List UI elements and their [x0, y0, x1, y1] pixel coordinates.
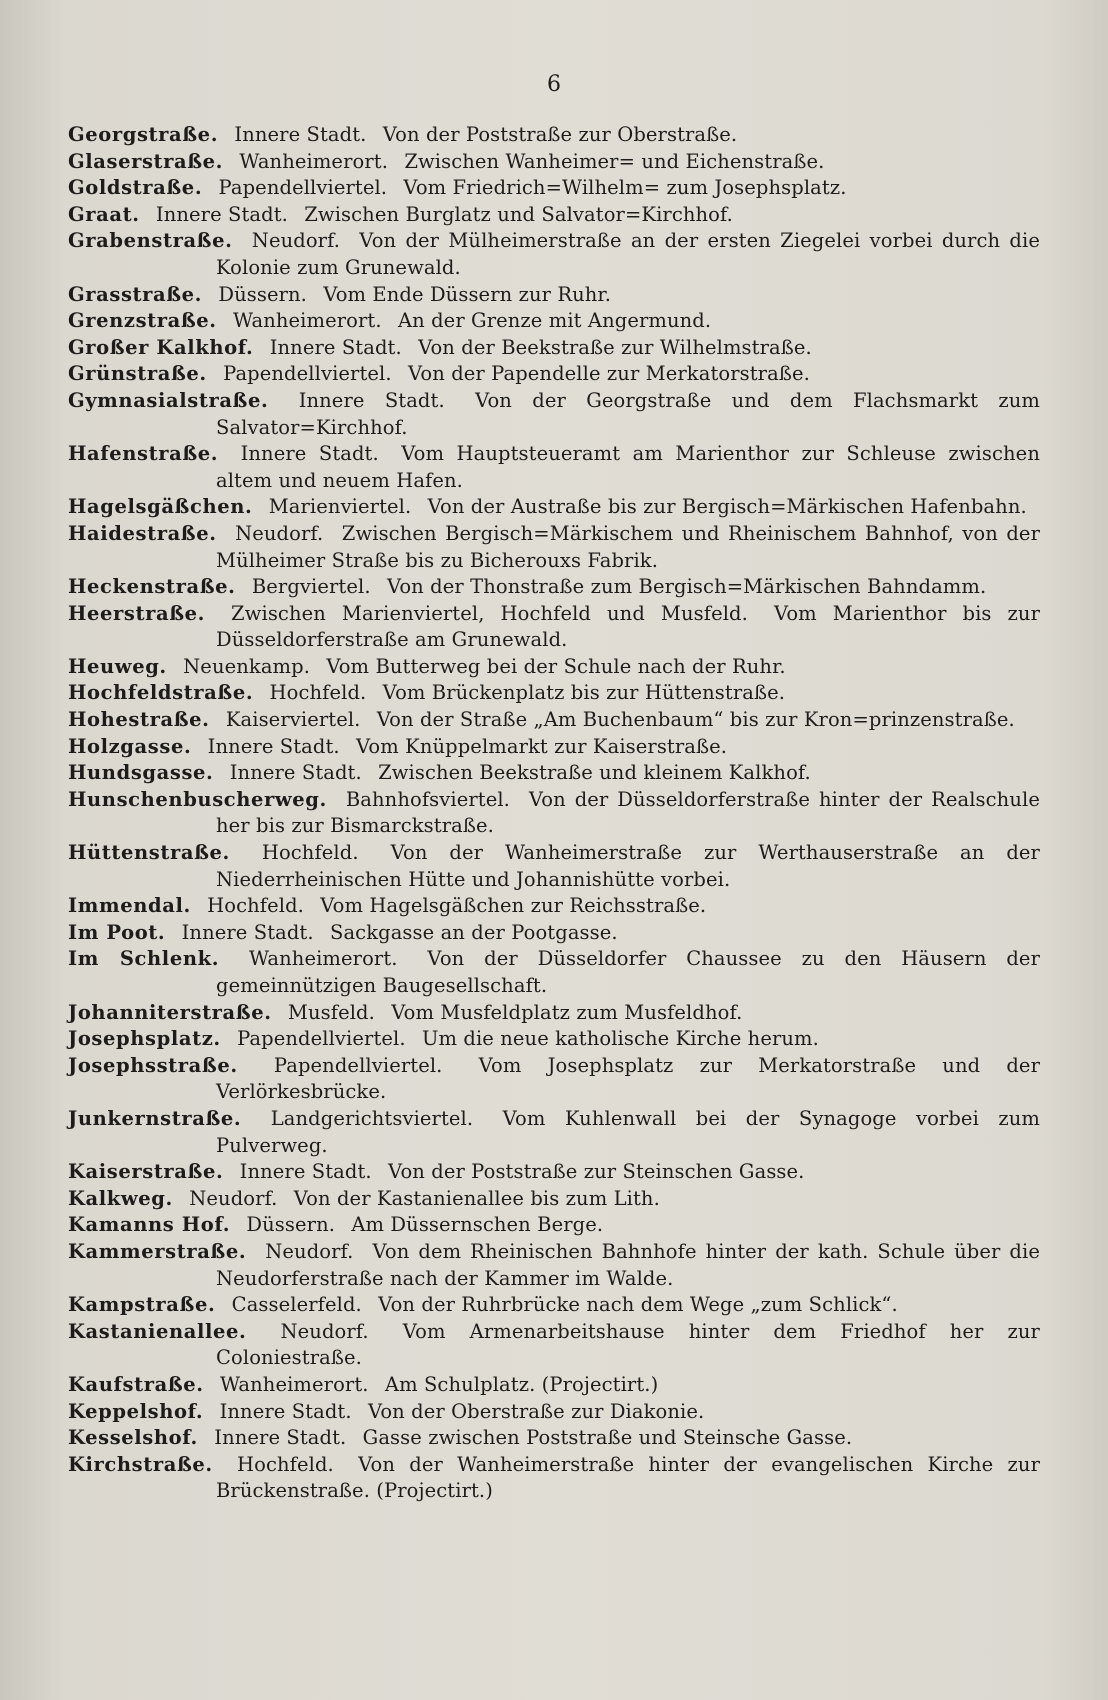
street-description: Vom Brückenplatz bis zur Hüttenstraße.	[382, 681, 786, 705]
street-description: Von der Mülheimerstraße an der ersten Ziegelei vorbei durch die Kolonie zum Grunewald.	[216, 229, 1040, 279]
street-name: Haidestraße.	[68, 521, 217, 545]
street-entry	[68, 680, 1040, 707]
street-description: Zwischen Beekstraße und kleinem Kalkhof.	[378, 761, 811, 785]
street-entry	[68, 1159, 1040, 1186]
street-name: Hohestraße.	[68, 708, 210, 732]
street-district: Marienviertel.	[268, 495, 412, 519]
street-district: Innere Stadt.	[214, 1426, 347, 1450]
street-district: Neudorf.	[265, 1239, 354, 1263]
street-district: Papendellviertel.	[273, 1053, 443, 1077]
street-name: Hüttenstraße.	[68, 841, 230, 865]
street-entry	[68, 441, 1040, 494]
street-description: Von der Wanheimerstraße hinter der evangelischen Kirche zur Brückenstraße. (Projectirt.)	[216, 1452, 1040, 1503]
street-name: Hochfeldstraße.	[68, 681, 254, 705]
street-entry	[68, 1186, 1040, 1213]
street-description: Zwischen Burglatz und Salvator=Kirchhof.	[304, 202, 733, 226]
street-description: Von der Papendelle zur Merkatorstraße.	[408, 362, 810, 386]
street-name: Kaiserstraße.	[68, 1160, 224, 1184]
street-name: Heerstraße.	[68, 601, 206, 625]
street-name: Hagelsgäßchen.	[68, 495, 253, 519]
street-description: Um die neue katholische Kirche herum.	[421, 1027, 819, 1051]
street-district: Neudorf.	[251, 229, 341, 253]
street-entry	[68, 574, 1040, 601]
street-district: Neuenkamp.	[183, 654, 311, 678]
street-district: Innere Stadt.	[229, 761, 362, 785]
street-entry	[68, 601, 1040, 654]
street-description: Vom Friedrich=Wilhelm= zum Josephsplatz.	[403, 176, 847, 200]
street-district: Landgerichtsviertel.	[270, 1106, 474, 1130]
street-district: Hochfeld.	[269, 681, 367, 705]
street-entry	[68, 1026, 1040, 1053]
street-district: Neudorf.	[189, 1186, 278, 1210]
street-description: Vom Knüppelmarkt zur Kaiserstraße.	[356, 734, 728, 758]
street-entry	[68, 760, 1040, 787]
street-district: Düssern.	[218, 282, 307, 306]
street-description: Von der Poststraße zur Steinschen Gasse.	[388, 1160, 805, 1184]
street-name: Josephsplatz.	[68, 1027, 221, 1051]
street-description: Vom Hagelsgäßchen zur Reichsstraße.	[320, 894, 707, 918]
street-name: Im Schlenk.	[68, 947, 220, 971]
street-name: Heuweg.	[68, 654, 167, 678]
street-description: Zwischen Wanheimer= und Eichenstraße.	[404, 149, 825, 173]
street-district: Wanheimerort.	[233, 309, 382, 333]
street-district: Bahnhofsviertel.	[345, 787, 510, 811]
street-entry	[68, 946, 1040, 999]
street-district: Innere Stadt.	[240, 442, 379, 466]
street-district: Innere Stadt.	[234, 123, 367, 146]
street-name: Holzgasse.	[68, 734, 192, 758]
street-entry	[68, 1053, 1040, 1106]
street-description: Vom Josephsplatz zur Merkatorstraße und der Verlörkesbrücke.	[216, 1053, 1040, 1104]
street-entry	[68, 893, 1040, 920]
street-name: Kesselshof.	[68, 1426, 198, 1450]
street-description: Vom Hauptsteueramt am Marienthor zur Schleuse zwischen altem und neuem Hafen.	[216, 442, 1040, 492]
street-name: Kastanienallee.	[68, 1319, 247, 1343]
street-district: Bergviertel.	[251, 575, 371, 599]
street-name: Kaufstraße.	[68, 1372, 204, 1396]
street-entry	[68, 734, 1040, 761]
street-name: Hundsgasse.	[68, 761, 214, 785]
street-district: Musfeld.	[287, 1000, 375, 1024]
street-entry	[68, 1106, 1040, 1159]
street-name: Georgstraße.	[68, 123, 219, 146]
street-entry	[68, 1239, 1040, 1292]
street-district: Wanheimerort.	[219, 1372, 369, 1396]
street-district: Zwischen Marienviertel, Hochfeld und Musfeld.	[231, 601, 748, 625]
street-name: Großer Kalkhof.	[68, 335, 254, 359]
street-description: Von der Poststraße zur Oberstraße.	[382, 123, 738, 146]
street-entry	[68, 1372, 1040, 1399]
street-entry	[68, 654, 1040, 681]
street-entry	[68, 707, 1040, 734]
street-district: Wanheimerort.	[239, 149, 388, 173]
street-district: Düssern.	[246, 1213, 336, 1237]
street-entry	[68, 494, 1040, 521]
street-name: Im Poot.	[68, 920, 166, 944]
street-district: Kaiserviertel.	[225, 708, 361, 732]
street-entry	[68, 175, 1040, 202]
street-entry	[68, 1425, 1040, 1452]
street-description: Von der Oberstraße zur Diakonie.	[367, 1399, 705, 1423]
street-district: Hochfeld.	[261, 841, 359, 865]
street-name: Hafenstraße.	[68, 442, 219, 466]
street-district: Innere Stadt.	[298, 388, 445, 412]
street-description: Von der Kastanienallee bis zum Lith.	[293, 1186, 660, 1210]
street-entry	[68, 228, 1040, 281]
street-entry	[68, 149, 1040, 176]
street-district: Wanheimerort.	[248, 947, 398, 971]
street-entry	[68, 282, 1040, 309]
street-name: Gymnasialstraße.	[68, 388, 269, 412]
street-entry	[68, 840, 1040, 893]
street-description: Am Düssernschen Berge.	[351, 1213, 604, 1237]
street-description: Von dem Rheinischen Bahnhofe hinter der kath. Schule über die Neudorferstraße nach der Kammer im Walde.	[216, 1239, 1040, 1290]
street-name: Junkernstraße.	[68, 1106, 242, 1130]
street-district: Papendellviertel.	[218, 176, 388, 200]
street-district: Innere Stadt.	[269, 335, 402, 359]
street-entry	[68, 1292, 1040, 1319]
street-description: Von der Düsseldorferstraße hinter der Realschule her bis zur Bismarckstraße.	[216, 787, 1040, 838]
street-entry	[68, 1000, 1040, 1027]
street-description: Am Schulplatz. (Projectirt.)	[384, 1372, 659, 1396]
street-description: Zwischen Bergisch=Märkischem und Rheinischem Bahnhof, von der Mülheimer Straße bis zu Bicherouxs Fabrik.	[216, 521, 1040, 572]
street-name: Grünstraße.	[68, 362, 207, 386]
street-entry	[68, 1452, 1040, 1505]
street-name: Kammerstraße.	[68, 1239, 247, 1263]
street-description: Vom Musfeldplatz zum Musfeldhof.	[391, 1000, 743, 1024]
street-description: Von der Ruhrbrücke nach dem Wege „zum Schlick“.	[378, 1293, 898, 1317]
street-entry	[68, 920, 1040, 947]
street-entry	[68, 335, 1040, 362]
street-entry	[68, 308, 1040, 335]
street-name: Josephsstraße.	[68, 1053, 238, 1077]
street-description: Von der Straße „Am Buchenbaum“ bis zur Kron=prinzenstraße.	[376, 708, 1015, 732]
street-district: Neudorf.	[280, 1319, 369, 1343]
street-description: Von der Thonstraße zum Bergisch=Märkischen Bahndamm.	[386, 575, 987, 599]
street-entry-list	[68, 122, 1040, 1505]
street-description: Vom Butterweg bei der Schule nach der Ruhr.	[326, 654, 786, 678]
street-entry	[68, 787, 1040, 840]
street-name: Grabenstraße.	[68, 229, 233, 253]
street-name: Goldstraße.	[68, 176, 203, 200]
street-entry	[68, 122, 1040, 149]
street-district: Papendellviertel.	[237, 1027, 406, 1051]
street-district: Papendellviertel.	[223, 362, 392, 386]
street-name: Grenzstraße.	[68, 309, 217, 333]
street-entry	[68, 1399, 1040, 1426]
street-description: Gasse zwischen Poststraße und Steinsche Gasse.	[362, 1426, 853, 1450]
street-name: Johanniterstraße.	[68, 1000, 272, 1024]
street-name: Grasstraße.	[68, 282, 203, 306]
street-entry	[68, 202, 1040, 229]
street-name: Kampstraße.	[68, 1293, 216, 1317]
street-description: Vom Armenarbeitshause hinter dem Friedhof her zur Coloniestraße.	[216, 1319, 1040, 1370]
street-district: Innere Stadt.	[219, 1399, 352, 1423]
street-district: Casselerfeld.	[231, 1293, 362, 1317]
street-description: Sackgasse an der Pootgasse.	[329, 920, 618, 944]
street-district: Neudorf.	[235, 521, 324, 545]
street-entry	[68, 1319, 1040, 1372]
street-name: Immendal.	[68, 894, 191, 918]
street-entry	[68, 1212, 1040, 1239]
street-description: Vom Marienthor bis zur Düsseldorferstraße am Grunewald.	[216, 601, 1040, 652]
street-district: Innere Stadt.	[155, 202, 288, 226]
street-description: Von der Austraße bis zur Bergisch=Märkischen Hafenbahn.	[427, 495, 1027, 519]
street-entry	[68, 521, 1040, 574]
street-name: Kalkweg.	[68, 1186, 173, 1210]
street-description: Von der Wanheimerstraße zur Werthauserstraße an der Niederrheinischen Hütte und Johannishütte vorbei.	[216, 841, 1040, 891]
street-description: Von der Georgstraße und dem Flachsmarkt zum Salvator=Kirchhof.	[216, 388, 1040, 439]
street-name: Glaserstraße.	[68, 149, 224, 173]
street-name: Keppelshof.	[68, 1399, 204, 1423]
street-name: Graat.	[68, 202, 140, 226]
street-district: Innere Stadt.	[181, 920, 314, 944]
street-description: Von der Beekstraße zur Wilhelmstraße.	[418, 335, 812, 359]
street-entry	[68, 388, 1040, 441]
street-description: Vom Kuhlenwall bei der Synagoge vorbei zum Pulverweg.	[216, 1106, 1040, 1157]
street-district: Innere Stadt.	[207, 734, 340, 758]
street-district: Hochfeld.	[237, 1452, 334, 1476]
street-name: Kamanns Hof.	[68, 1213, 231, 1237]
street-district: Innere Stadt.	[239, 1160, 372, 1184]
street-entry	[68, 361, 1040, 388]
street-description: Von der Düsseldorfer Chaussee zu den Häusern der gemeinnützigen Baugesellschaft.	[216, 947, 1040, 997]
street-name: Hunschenbuscherweg.	[68, 787, 327, 811]
street-name: Kirchstraße.	[68, 1452, 213, 1476]
street-name: Heckenstraße.	[68, 575, 236, 599]
street-district: Hochfeld.	[207, 894, 304, 918]
street-description: An der Grenze mit Angermund.	[397, 309, 712, 333]
page-number: 6	[547, 72, 561, 97]
street-description: Vom Ende Düssern zur Ruhr.	[323, 282, 612, 306]
